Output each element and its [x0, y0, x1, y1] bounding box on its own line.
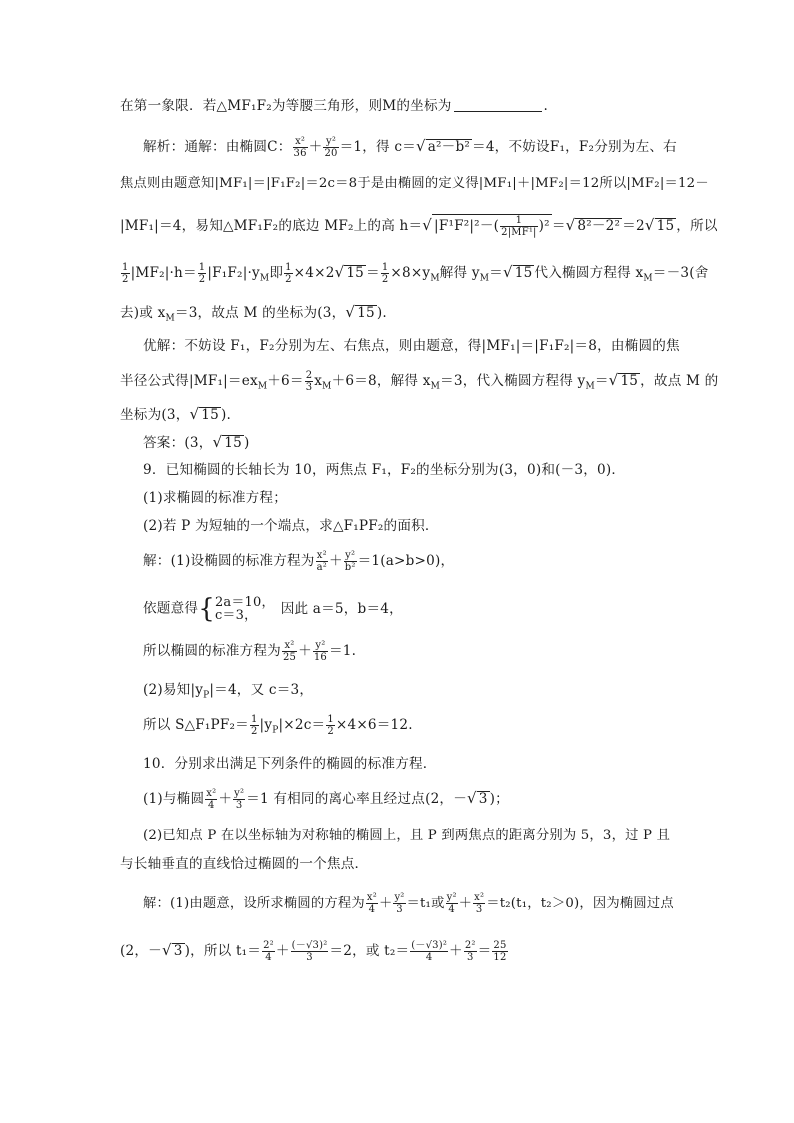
radical-sign: √: [565, 216, 576, 234]
text: x: [314, 373, 323, 389]
text: 焦点则由题意知|MF₁|＝|F₁F₂|＝2c＝8于是由椭圆的定义得|MF₁|＋|MF₂|＝12所以|MF₂|＝12－: [120, 176, 709, 191]
text: 解析：通解：由椭圆C：: [143, 139, 292, 155]
text: ＝: [477, 943, 492, 959]
denominator: a²: [316, 562, 327, 573]
problem9-sol4: [143, 680, 313, 706]
brace: {: [198, 594, 215, 624]
subscript: M: [643, 273, 653, 284]
text: 代入椭圆方程得 x: [534, 265, 644, 281]
solution-general-line2: [120, 174, 709, 194]
denominator: 2: [250, 726, 258, 737]
text: ): [244, 435, 250, 451]
text: 因此 a＝5，b＝4，: [280, 600, 403, 617]
fraction: [410, 940, 448, 963]
text: )，所以 t₁＝: [184, 943, 262, 959]
text: ).: [221, 407, 232, 423]
subscript: M: [430, 381, 441, 392]
radicand: |F¹F²|²－( $\frac{1}{\text{2|MF¹|}}$ )²: [434, 215, 550, 238]
exponent: ²: [544, 218, 550, 234]
problem8-text: 在第一象限．若△MF₁F₂为等腰三角形，则M的坐标为: [120, 98, 452, 114]
radicand: 8²－2²: [577, 218, 621, 234]
radical-sign: √: [415, 137, 426, 155]
text: 10．分别求出满足下列条件的椭圆的标准方程．: [143, 756, 437, 772]
numerator: 2: [305, 370, 313, 381]
text: ＝t₂(t₁，t₂＞0)，因为椭圆过点: [486, 896, 674, 911]
numerator: (－√3)²: [291, 940, 328, 951]
text: 优解：不妨设 F₁，F₂分别为左、右焦点，则由题意，得|MF₁|＝|F₁F₂|＝8，由椭圆的焦: [143, 338, 680, 354]
text: |F₁F₂|·y: [207, 265, 260, 281]
fraction: [500, 215, 538, 238]
text: 9．已知椭圆的长轴长为 10，两焦点 F₁，F₂的坐标分别为(3，0)和(－3，0)．: [143, 462, 626, 478]
text: ＝1 有相同的离心率且经过点(2，－: [246, 791, 468, 807]
text: )；: [489, 791, 509, 807]
denominator: 4: [265, 952, 272, 963]
denominator: 2: [198, 274, 206, 285]
radicand: 15: [224, 435, 242, 451]
text: ＝3，故点 M 的坐标为(3，: [174, 305, 346, 321]
subscript: M: [585, 381, 595, 392]
denominator: 20: [324, 148, 338, 159]
text: (2，－: [120, 943, 162, 959]
numerator: y²: [234, 788, 245, 799]
text: (1)求椭圆的标准方程；: [143, 490, 287, 506]
subscript: M: [259, 273, 270, 284]
text: (1)与椭圆: [143, 791, 205, 807]
text: ＝t₁或: [406, 896, 445, 911]
problem9-sol2: [143, 596, 403, 622]
radicand: 3: [478, 791, 488, 807]
text: ＝: [489, 265, 503, 281]
text: 解得 y: [439, 265, 480, 281]
fraction-y2-3: [393, 892, 405, 915]
equation-bottom: c＝3，: [214, 608, 258, 623]
problem10-stem: [143, 754, 437, 774]
fraction-x2-36: [293, 136, 308, 159]
radicand: 15: [201, 407, 219, 423]
radicand: a²－b²: [427, 139, 471, 155]
denominator: 4: [425, 952, 433, 963]
numerator: x²: [316, 550, 327, 561]
text: ＝－3(舍: [652, 265, 709, 281]
problem9-sol3: 所以椭圆的标准方程为 $\frac{\text{x²}}{25}$ ＋ $\frac{\text{y²}}{16}$ ＝1.: [143, 640, 357, 663]
numerator: x²: [282, 640, 297, 652]
solution-general-line4: [120, 262, 709, 289]
numerator: y²: [446, 892, 457, 903]
radicand: 15: [620, 373, 639, 389]
radicand: 15: [357, 305, 375, 321]
denominator: 4: [448, 904, 455, 915]
text: ，所以: [676, 218, 718, 234]
subscript: M: [322, 381, 332, 392]
text: ＝3，代入椭圆方程得 y: [440, 373, 586, 389]
radical-sign: √: [189, 405, 200, 423]
text: 解：(1)设椭圆的标准方程为: [143, 553, 315, 569]
plus: ＋: [308, 139, 323, 155]
answer-blank: [454, 110, 542, 112]
text: ，故点 M 的: [640, 373, 719, 389]
radical-sign: √: [334, 263, 345, 281]
denominator: 25: [282, 652, 297, 663]
numerator: 2²: [263, 940, 274, 951]
radical-sign: √: [608, 371, 619, 389]
radical-sign: √: [467, 789, 477, 807]
numerator: x²: [206, 788, 217, 799]
denominator: b²: [344, 562, 356, 573]
fraction-x2-4: [205, 788, 217, 811]
text: |×2c＝: [278, 717, 326, 733]
text: 坐标为(3，: [120, 407, 190, 423]
radicand: 15: [656, 218, 675, 234]
numerator: x²: [474, 892, 485, 903]
text: ＝: [551, 218, 566, 234]
problem8-period: .: [543, 98, 549, 114]
denominator: 3: [475, 904, 483, 915]
denominator: 3: [235, 800, 243, 811]
fraction-half: [326, 714, 335, 737]
numerator: x²: [366, 892, 377, 903]
subscript: M: [165, 313, 175, 324]
radical-sign: √: [345, 303, 356, 321]
text: ×4×6＝12.: [335, 717, 413, 733]
text: (2)若 P 为短轴的一个端点，求△F₁PF₂的面积．: [143, 518, 439, 534]
fraction-x2-a2: [316, 550, 328, 573]
text: |y: [259, 717, 273, 733]
problem8-tail: [120, 96, 548, 116]
text: (2)易知|y: [143, 682, 204, 698]
denominator: 3: [396, 904, 403, 915]
text: 所以椭圆的标准方程为: [143, 643, 281, 659]
numerator: (－√3)²: [411, 940, 448, 951]
text: 去)或 x: [120, 305, 166, 321]
problem9-sol5: [143, 714, 413, 741]
denominator: 2: [327, 726, 334, 737]
solution-general-line5: [120, 302, 387, 329]
fraction-y2-b2: [344, 550, 357, 573]
fraction-half: [381, 262, 390, 285]
denominator: 2|MF¹|: [501, 227, 537, 238]
equation-top: 2a＝10，: [214, 595, 275, 610]
denominator: 2: [381, 274, 389, 285]
numerator: y²: [394, 892, 405, 903]
solution-general-line1: [143, 136, 677, 159]
numerator: 1: [198, 262, 206, 273]
text: ＝4，不妨设F₁，F₂分别为左、右: [472, 139, 677, 155]
subscript: M: [479, 273, 490, 284]
numerator: y²: [345, 550, 356, 561]
fraction-y2-20: [323, 136, 338, 159]
fraction-half: [198, 262, 207, 285]
solution-better-line3: [120, 404, 231, 425]
denominator: 12: [493, 952, 507, 963]
radicand: 3: [173, 943, 183, 959]
fraction-x2-4: [366, 892, 378, 915]
text: ×8×y: [390, 265, 431, 281]
text: 即: [269, 265, 284, 281]
denominator: 2: [122, 274, 129, 285]
numerator: 1: [122, 262, 129, 273]
problem9-sol1: 解：(1)设椭圆的标准方程为 $\frac{\text{x²}}{\text{a²}}$ ＋ $\frac{\text{y²}}{\text{b²}}$ ＝1(a>b>0)，: [143, 550, 455, 573]
fraction-half: [284, 262, 293, 285]
problem10-q2-line2: [120, 854, 368, 874]
subscript: P: [203, 690, 210, 701]
radical-sign: √: [161, 941, 172, 959]
problem9-q2: [143, 516, 439, 536]
subscript: M: [430, 273, 440, 284]
text: ＝1，得 c＝: [339, 139, 416, 155]
radical-sign: √: [422, 216, 433, 234]
radicand: 15: [514, 265, 533, 281]
numerator: y²: [323, 136, 338, 148]
text: ).: [376, 305, 387, 321]
text: 所以 S△F₁PF₂＝: [143, 717, 249, 733]
text: 与长轴垂直的直线恰过椭圆的一个焦点．: [120, 856, 369, 872]
fraction-y2-3: [233, 788, 245, 811]
text: ＝2: [622, 218, 645, 234]
fraction-half: [121, 262, 130, 285]
text: 解：(1)由题意，设所求椭圆的方程为: [143, 896, 365, 911]
numerator: 1: [381, 262, 389, 273]
answer-line: [143, 432, 250, 453]
problem10-q1: (1)与椭圆 $\frac{\text{x²}}{4}$ ＋ $\frac{\text{y²}}{3}$ ＝1 有相同的离心率且经过点(2，－√ 3 )；: [143, 788, 509, 811]
subscript: P: [272, 725, 279, 736]
denominator: 2: [285, 274, 292, 285]
denominator: 4: [208, 800, 215, 811]
denominator: 3: [466, 952, 474, 963]
text: ＝2，或 t₂＝: [329, 943, 410, 959]
fraction-x2-3: [473, 892, 485, 915]
text: ＝: [594, 373, 609, 389]
numerator: 1: [285, 262, 292, 273]
radical-sign: √: [212, 433, 223, 451]
solution-better-line1: [143, 336, 680, 356]
numerator: y²: [313, 640, 328, 652]
solution-general-line3: [120, 214, 718, 238]
text: (2)已知点 P 在以坐标轴为对称轴的椭圆上，且 P 到两焦点的距离分别为 5，3，过 P 且: [143, 828, 671, 843]
fraction: [291, 940, 329, 963]
text: |MF₂|·h＝: [130, 265, 197, 281]
system: [215, 596, 275, 622]
fraction-half: [250, 714, 259, 737]
numerator: 1: [327, 714, 334, 725]
numerator: 1: [250, 714, 258, 725]
text: ＝1.: [328, 643, 357, 659]
text: |F¹F²|²－: [434, 218, 494, 234]
problem10-sol2: (2，－√ 3 )，所以 t₁＝ $\frac{\text{2²}}{4}$ ＋ $\frac{\text{(－√3)²}}{3}$ ＝2，或 t₂＝ $\frac{\text{(－√3)²}}{4}$ ＋ $\frac{\text{2²}}{3}$ ＝ $\frac{25}{12}$: [120, 940, 507, 963]
text: |MF₁|＝4，易知△MF₁F₂的底边 MF₂上的高 h＝: [120, 218, 423, 234]
problem9-q1: [143, 488, 287, 508]
fraction-y2-16: [313, 640, 328, 663]
fraction: [262, 940, 275, 963]
subscript: M: [257, 381, 268, 392]
text: ＋6＝: [267, 373, 304, 389]
text: ＋6＝8，解得 x: [331, 373, 431, 389]
solution-better-line2: [120, 370, 718, 397]
denominator: 36: [293, 148, 307, 159]
fraction: [464, 940, 477, 963]
numerator: 25: [493, 940, 507, 951]
fraction-x2-25: [282, 640, 297, 663]
text: 半径公式得|MF₁|＝ex: [120, 373, 258, 389]
text: 依题意得: [143, 600, 199, 617]
fraction-25-12: [492, 940, 507, 963]
numerator: x²: [293, 136, 308, 148]
denominator: 3: [306, 952, 313, 963]
numerator: 1: [500, 215, 538, 227]
radical-sign: √: [502, 263, 513, 281]
denominator: 4: [368, 904, 376, 915]
radicand: 15: [346, 265, 365, 281]
numerator: 2²: [464, 940, 476, 951]
problem10-sol1: 解：(1)由题意，设所求椭圆的方程为 $\frac{\text{x²}}{4}$ ＋ $\frac{\text{y²}}{3}$ ＝t₁或 $\frac{\text{y²}}{4}$ ＋ $\frac{\text{x²}}{3}$ ＝t₂(t₁，t₂＞0)，因为椭圆过点: [143, 892, 674, 915]
problem10-q2-line1: [143, 826, 670, 846]
text: |＝4，又 c＝3，: [209, 682, 314, 698]
text: 答案：(3，: [143, 435, 213, 451]
text: ＝1(a>b>0)，: [357, 553, 455, 569]
denominator: 16: [313, 652, 327, 663]
denominator: 3: [305, 382, 313, 393]
radical-sign: √: [644, 216, 655, 234]
fraction-y2-4: [446, 892, 458, 915]
fraction-2-3: [305, 370, 314, 393]
problem9-stem: [143, 460, 625, 480]
text: ＝: [366, 265, 380, 281]
text: ×4×2: [293, 265, 335, 281]
